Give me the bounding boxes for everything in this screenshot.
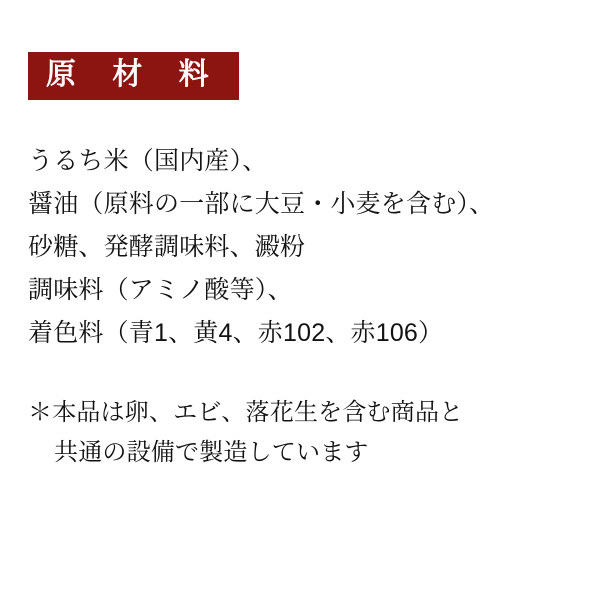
ingredient-line: 砂糖、発酵調味料、澱粉 [28, 233, 306, 261]
ingredient-line: うるち米（国内産）、 [28, 147, 268, 175]
allergen-note [28, 393, 572, 473]
allergen-note-line: ＊本品は卵、エビ、落花生を含む商品と [28, 399, 464, 426]
page-title: 原 材 料 [28, 52, 239, 100]
ingredient-line: 醤油（原料の一部に大豆・小麦を含む）、 [28, 190, 495, 218]
ingredients-list [28, 140, 572, 355]
allergen-note-line: 共通の設備で製造しています [54, 438, 369, 466]
ingredient-line: 調味料（アミノ酸等）、 [28, 276, 293, 304]
ingredient-line: 着色料（青1、黄4、赤102、赤106） [28, 319, 444, 347]
